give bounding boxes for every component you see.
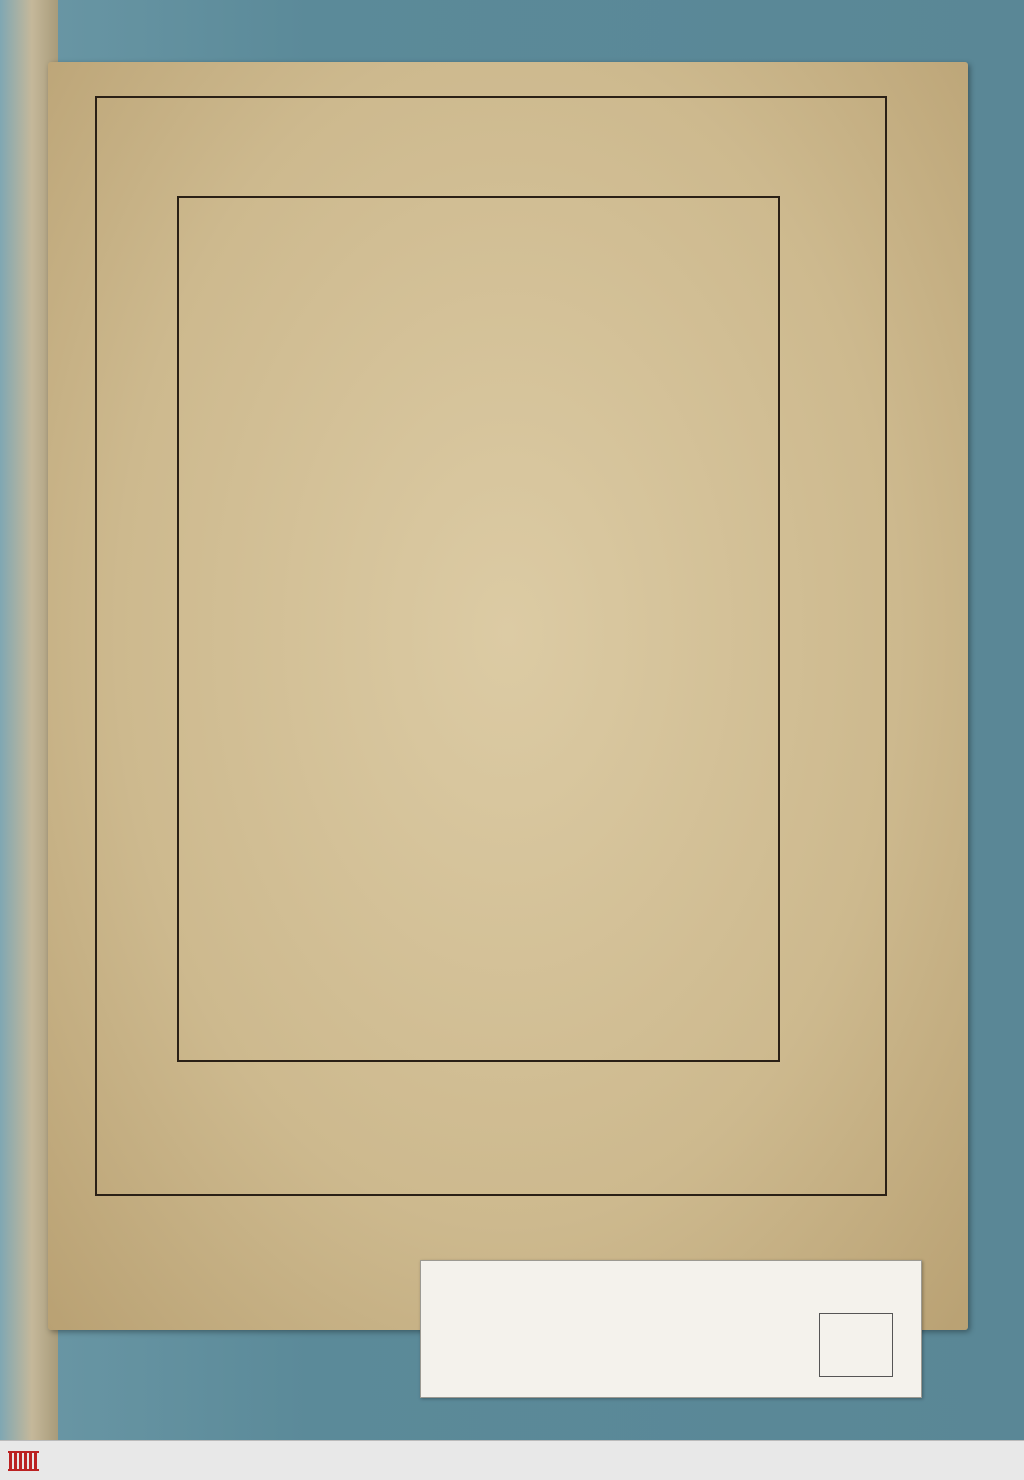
swatch-white bbox=[820, 1314, 844, 1376]
scale-ruler bbox=[435, 1313, 703, 1383]
inner-frame bbox=[177, 196, 780, 1062]
viewer-footer bbox=[0, 1440, 1024, 1480]
library-color-chart-label bbox=[420, 1260, 922, 1398]
ruler-ticks bbox=[435, 1313, 703, 1349]
swatch-mid-gray bbox=[844, 1314, 868, 1376]
gray-swatches bbox=[819, 1313, 893, 1377]
swatch-black bbox=[868, 1314, 892, 1376]
hab-logo-icon bbox=[8, 1449, 40, 1473]
